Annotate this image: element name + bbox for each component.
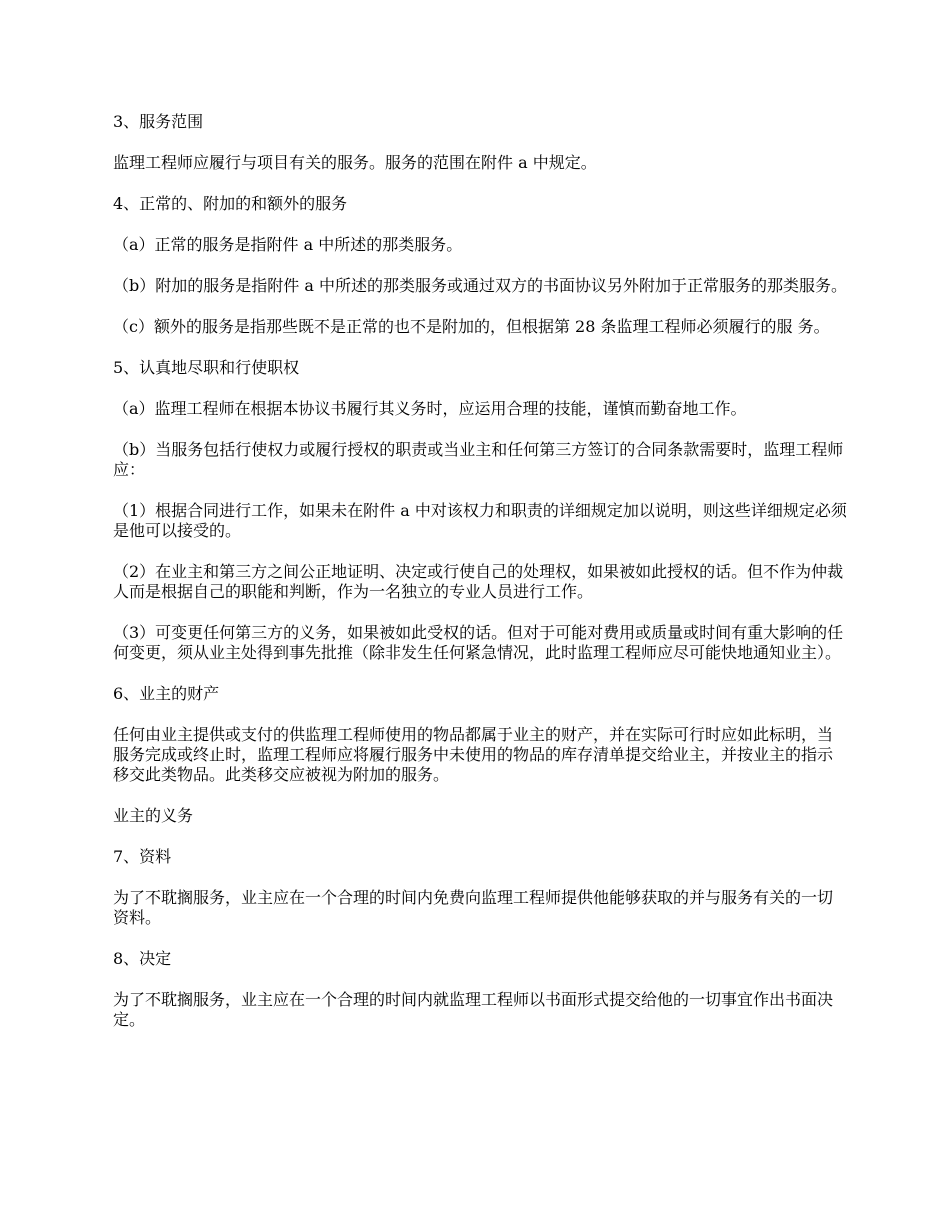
paragraph: （b）当服务包括行使权力或履行授权的职责或当业主和任何第三方签订的合同条款需要时，监理工程师应： <box>113 440 844 479</box>
paragraph: （1）根据合同进行工作，如果未在附件 a 中对该权力和职责的详细规定加以说明，则这些详细规定必须是他可以接受的。 <box>113 501 847 540</box>
paragraph: （b）附加的服务是指附件 a 中所述的那类服务或通过双方的书面协议另外附加于正常服务的那类服务。 <box>113 276 847 295</box>
section-heading: 3、服务范围 <box>113 112 204 131</box>
paragraph: 为了不耽搁服务，业主应在一个合理的时间内就监理工程师以书面形式提交给他的一切事宜作出书面决定。 <box>113 990 834 1029</box>
paragraph: 任何由业主提供或支付的供监理工程师使用的物品都属于业主的财产，并在实际可行时应如此标明，当服务完成或终止时，监理工程师应将履行服务中未使用的物品的库存清单提交给业主，并按业主的指示移交此类物品。此类移交应被视为附加的服务。 <box>113 725 834 784</box>
paragraph: 为了不耽搁服务，业主应在一个合理的时间内免费向监理工程师提供他能够获取的并与服务有关的一切资料。 <box>113 888 834 927</box>
section-heading: 6、业主的财产 <box>113 684 220 703</box>
paragraph: （a）监理工程师在根据本协议书履行其义务时，应运用合理的技能，谨慎而勤奋地工作。 <box>113 399 747 418</box>
paragraph: （c）额外的服务是指那些既不是正常的也不是附加的，但根据第 28 条监理工程师必须履行的服 务。 <box>113 317 830 336</box>
section-heading: 7、资料 <box>113 847 172 866</box>
paragraph: 监理工程师应履行与项目有关的服务。服务的范围在附件 a 中规定。 <box>113 153 597 172</box>
section-heading: 5、认真地尽职和行使职权 <box>113 358 300 377</box>
section-heading: 4、正常的、附加的和额外的服务 <box>113 194 348 213</box>
paragraph: （a）正常的服务是指附件 a 中所述的那类服务。 <box>113 235 463 254</box>
section-heading: 业主的义务 <box>113 806 194 825</box>
document-body <box>113 112 848 1051</box>
paragraph: （3）可变更任何第三方的义务，如果被如此受权的话。但对于可能对费用或质量或时间有重大影响的任何变更，须从业主处得到事先批推（除非发生任何紧急情况，此时监理工程师应尽可能快地通知业主）。 <box>113 623 844 662</box>
section-heading: 8、决定 <box>113 949 172 968</box>
paragraph: （2）在业主和第三方之间公正地证明、决定或行使自己的处理权，如果被如此授权的话。但不作为仲裁人而是根据自己的职能和判断，作为一名独立的专业人员进行工作。 <box>113 562 844 601</box>
